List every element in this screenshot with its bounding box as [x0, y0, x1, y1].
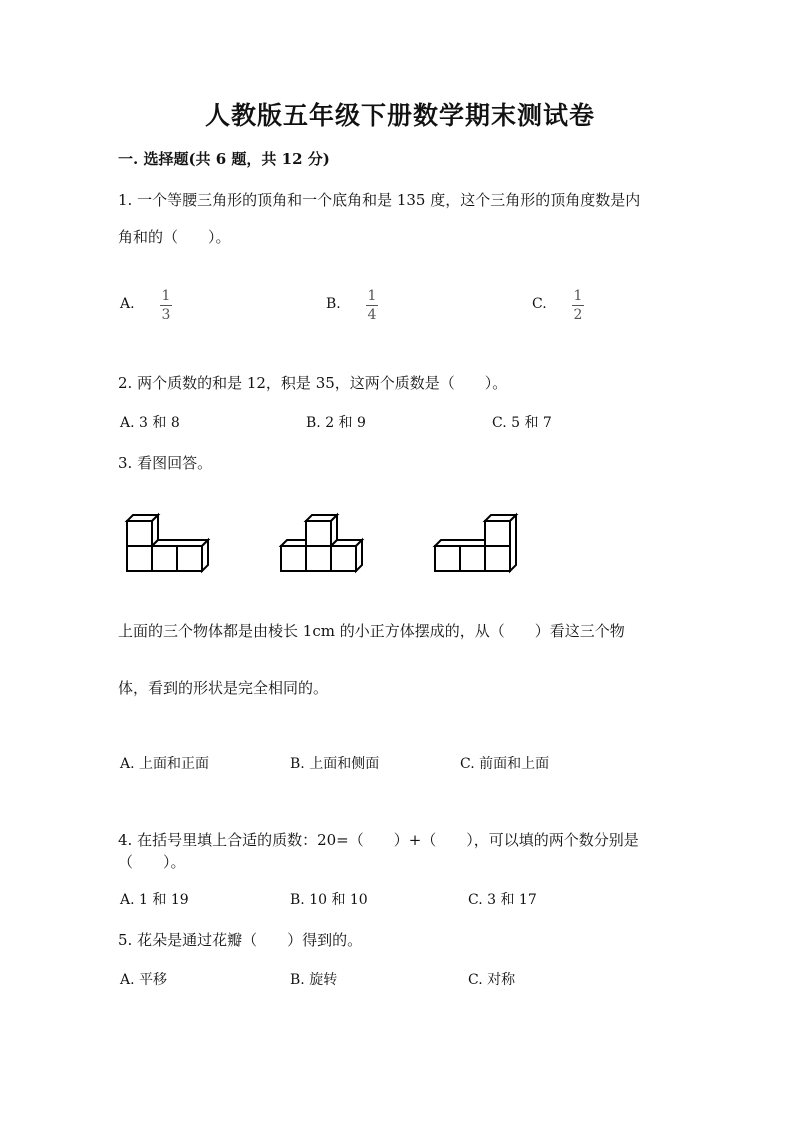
question-5-option-a: A. 平移	[120, 972, 168, 988]
fraction-bar	[572, 305, 584, 306]
cube-figure-2	[276, 506, 368, 578]
question-5-option-b: B. 旋转	[290, 972, 338, 988]
question-2-text: 2. 两个质数的和是 12，积是 35，这两个质数是（ ）。	[118, 374, 508, 392]
question-3-option-b: B. 上面和侧面	[290, 756, 380, 772]
fraction-bar	[160, 305, 172, 306]
question-1-option-b-label: B.	[326, 296, 341, 312]
question-1-line-2: 角和的（ ）。	[118, 228, 231, 246]
cube-figure-3	[430, 506, 522, 578]
question-1-option-c-label: C.	[532, 296, 547, 312]
fraction-numerator: 1	[367, 288, 377, 304]
fraction-numerator: 1	[161, 288, 171, 304]
question-1-option-b-fraction	[366, 288, 378, 323]
fraction-denominator: 3	[161, 307, 171, 323]
question-4-option-c: C. 3 和 17	[468, 892, 537, 908]
question-3-text: 3. 看图回答。	[118, 454, 213, 472]
question-3-line-1: 上面的三个物体都是由棱长 1cm 的小正方体摆成的，从（ ）看这三个物	[118, 622, 625, 640]
question-2-option-a: A. 3 和 8	[120, 415, 180, 431]
question-2-option-b: B. 2 和 9	[306, 415, 366, 431]
fraction-numerator: 1	[573, 288, 583, 304]
fraction-denominator: 2	[573, 307, 583, 323]
question-4-line-1: 4. 在括号里填上合适的质数：20=（ ）+（ ），可以填的两个数分别是	[118, 831, 639, 849]
question-3-option-a: A. 上面和正面	[120, 756, 210, 772]
page-title: 人教版五年级下册数学期末测试卷	[204, 101, 595, 130]
question-4-option-a: A. 1 和 19	[120, 892, 189, 908]
question-1-line-1: 1. 一个等腰三角形的顶角和一个底角和是 135 度，这个三角形的顶角度数是内	[118, 191, 641, 209]
fraction-denominator: 4	[367, 307, 377, 323]
cube-figure-1	[122, 510, 214, 578]
question-5-option-c: C. 对称	[468, 972, 516, 988]
question-5-text: 5. 花朵是通过花瓣（ ）得到的。	[118, 931, 363, 949]
question-1-option-c-fraction	[572, 288, 584, 323]
question-3-line-2: 体，看到的形状是完全相同的。	[118, 679, 329, 697]
fraction-bar	[366, 305, 378, 306]
question-2-option-c: C. 5 和 7	[492, 415, 552, 431]
question-4-option-b: B. 10 和 10	[290, 892, 368, 908]
section-heading: 一. 选择题(共 6 题，共 12 分)	[118, 150, 330, 168]
question-3-option-c: C. 前面和上面	[460, 756, 550, 772]
question-4-line-2: （ ）。	[118, 853, 186, 871]
question-1-option-a-fraction	[160, 288, 172, 323]
question-1-option-a-label: A.	[120, 296, 135, 312]
